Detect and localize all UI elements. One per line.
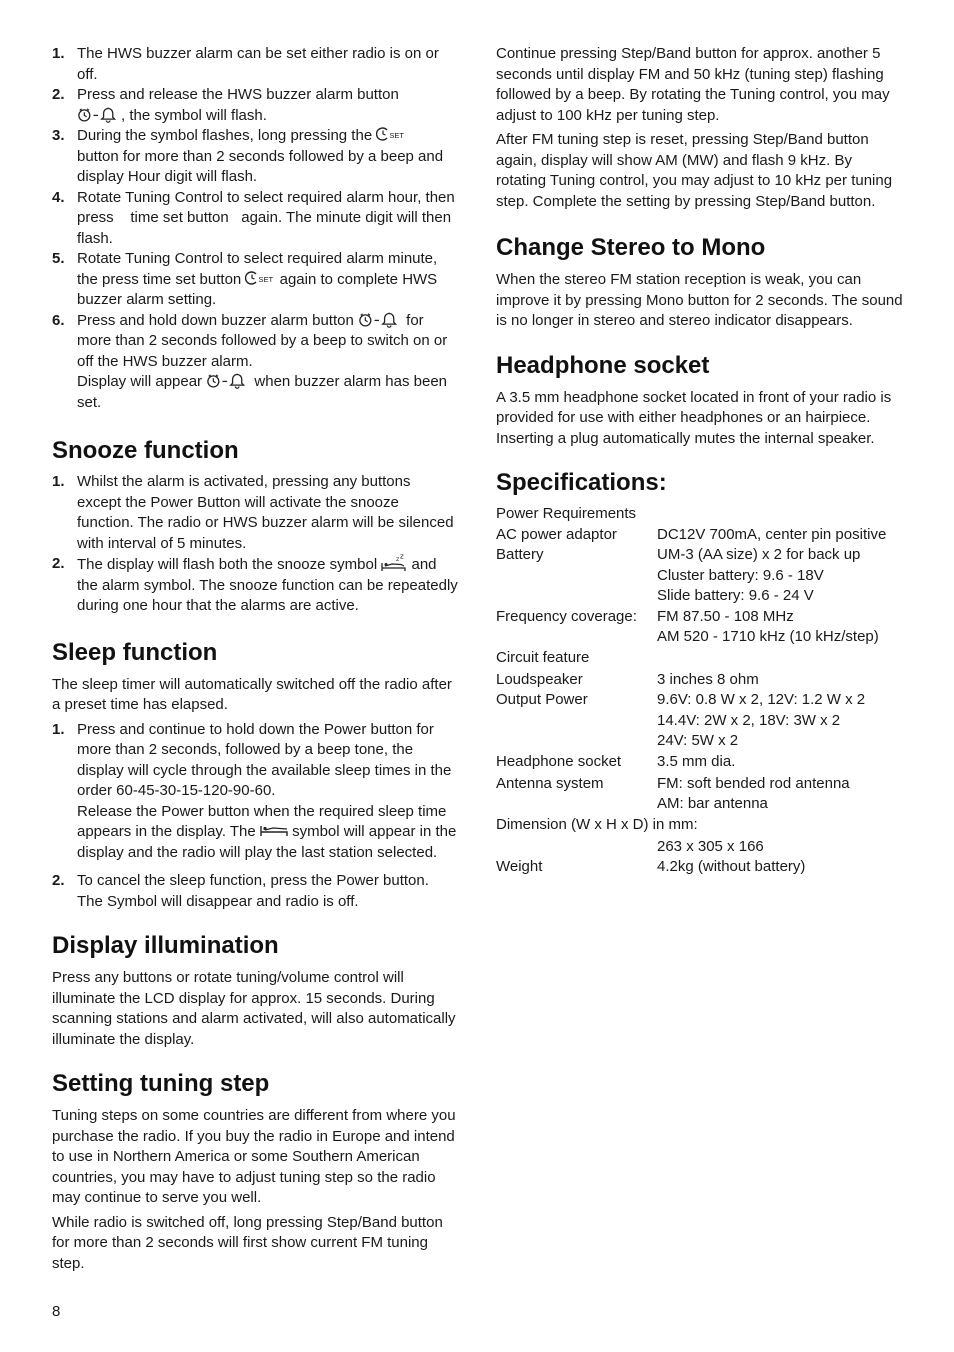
step-number: 1. — [52, 473, 65, 490]
spec-label: Antenna system — [496, 774, 604, 792]
set-label: SET — [258, 274, 274, 284]
step-text: Rotate Tuning Control to select required alarm hour, then press time set button again. The minute digit will then flash. — [77, 188, 455, 247]
spec-row — [496, 607, 906, 628]
section-heading-display: Display illumination — [52, 932, 279, 959]
tuning-paragraph: While radio is switched off, long pressing Step/Band button for more than 2 seconds will first show current FM tuning step. — [52, 1213, 443, 1272]
sleep-intro: The sleep timer will automatically switched off the radio after a preset time has elapsed. — [52, 675, 452, 713]
step-number: 4. — [52, 188, 65, 206]
spec-value: 3 inches 8 ohm — [657, 670, 759, 688]
spec-label: Headphone socket — [496, 752, 622, 770]
spec-label — [496, 711, 657, 732]
spec-row — [496, 586, 906, 607]
spec-label: Battery — [496, 546, 544, 563]
section-heading-headphone: Headphone socket — [496, 351, 710, 379]
spec-value: FM: soft bended rod antenna — [657, 774, 850, 792]
spec-label: Weight — [496, 858, 543, 875]
spec-row — [496, 566, 906, 587]
spec-label — [496, 837, 657, 858]
spec-row — [496, 731, 906, 752]
step-number: 2. — [52, 86, 65, 103]
spec-value: AM 520 - 1710 kHz (10 kHz/step) — [657, 628, 879, 645]
alarm-bell-icon — [358, 311, 402, 328]
list-item — [52, 188, 458, 250]
step-text: symbol will appear in the display and the radio will play the last station selected. — [77, 823, 457, 861]
spec-value — [657, 504, 906, 525]
sleep-bed-icon — [260, 823, 288, 837]
step-text: again to complete HWS buzzer alarm setting. — [77, 270, 438, 308]
section-heading-specs: Specifications: — [496, 469, 667, 496]
spec-value: 263 x 305 x 166 — [657, 837, 764, 855]
step-number: 6. — [52, 311, 65, 329]
spec-row — [496, 794, 906, 815]
mono-text: When the stereo FM station reception is weak, you can improve it by pressing Mono button for 2 seconds. The sound is no longer in stereo and stereo indicator disappears. — [496, 271, 903, 329]
list-item — [52, 472, 458, 554]
spec-label: AC power adaptor — [496, 525, 617, 543]
left-column — [52, 44, 458, 1274]
spec-label: Loudspeaker — [496, 670, 583, 688]
spec-row — [496, 690, 906, 711]
step-text: and the alarm symbol. The snooze function can be repeatedly during one hour that the alarms are active. — [77, 556, 458, 614]
step-number: 1. — [52, 45, 65, 62]
step-text: During the symbol flashes, long pressing the — [77, 127, 373, 144]
step-text: when buzzer alarm has been set. — [77, 373, 448, 411]
display-text: Press any buttons or rotate tuning/volume control will illuminate the LCD display for approx. 15 seconds. During scanning stations and alarm activated, will also automatically illuminate the display. — [52, 969, 456, 1048]
spec-value — [657, 648, 906, 670]
set-label: SET — [389, 131, 404, 140]
step-text: Press and continue to hold down the Power button for more than 2 seconds, followed by a beep tone, the display will cycle through the available sleep times in the order 60-45-30-15-120-90-60. — [77, 720, 452, 799]
spec-row — [496, 711, 906, 732]
step-text: Press and release the HWS buzzer alarm button — [77, 86, 399, 103]
step-text: Display will appear — [77, 373, 203, 390]
list-item — [52, 85, 458, 126]
snooze-icon — [381, 554, 407, 572]
section-heading-mono: Change Stereo to Mono — [496, 234, 766, 261]
list-item — [52, 554, 458, 617]
spec-label: Power Requirements — [496, 505, 637, 522]
tuning-continued-paragraph: Continue pressing Step/Band button for approx. another 5 seconds until display FM and 50 kHz (tuning step) flashing followed by a beep. By rotating the Tuning control, you may adjust to 100 kHz per tuning step. — [496, 45, 890, 124]
right-column — [496, 44, 904, 879]
step-text: The display will flash both the snooze symbol — [77, 556, 378, 573]
step-number: 2. — [52, 872, 65, 889]
spec-value: UM-3 (AA size) x 2 for back up — [657, 546, 861, 563]
spec-value: Slide battery: 9.6 - 24 V — [657, 587, 814, 604]
spec-value: 3.5 mm dia. — [657, 752, 736, 770]
time-set-icon — [245, 270, 275, 286]
spec-label — [496, 731, 657, 752]
list-item — [52, 311, 458, 414]
spec-value: 14.4V: 2W x 2, 18V: 3W x 2 — [657, 711, 841, 729]
spec-value: FM 87.50 - 108 MHz — [657, 607, 794, 625]
step-number: 2. — [52, 555, 65, 572]
spec-label: Dimension (W x H x D) in mm: — [496, 815, 698, 833]
section-heading-tuning: Setting tuning step — [52, 1070, 270, 1097]
sleep-steps — [52, 720, 458, 913]
spec-row — [496, 837, 906, 858]
spec-label — [496, 566, 657, 587]
list-item — [52, 126, 458, 188]
spec-label: Frequency coverage: — [496, 607, 637, 625]
spec-row — [496, 815, 906, 837]
spec-label — [496, 586, 657, 607]
time-set-icon — [376, 126, 406, 142]
headphone-text: A 3.5 mm headphone socket located in front of your radio is provided for use with either headphones or an hairpiece. Inserting a plug automatically mutes the internal speaker. — [496, 388, 892, 447]
section-heading-snooze: Snooze function — [52, 437, 239, 464]
spec-row — [496, 857, 906, 879]
step-text: for more than 2 seconds followed by a beep to switch on or off the HWS buzzer alarm. — [77, 311, 448, 370]
list-item — [52, 44, 458, 85]
spec-row — [496, 525, 906, 546]
alarm-steps — [52, 44, 458, 413]
alarm-bell-icon — [77, 106, 121, 123]
spec-row — [496, 670, 906, 691]
spec-label: Circuit feature — [496, 648, 590, 666]
spec-value: 4.2kg (without battery) — [657, 858, 806, 875]
section-heading-sleep: Sleep function — [52, 638, 218, 666]
step-text: To cancel the sleep function, press the Power button. The Symbol will disappear and radio is off. — [77, 872, 429, 910]
spec-value: AM: bar antenna — [657, 795, 768, 812]
spec-label: Output Power — [496, 691, 588, 708]
spec-value: 24V: 5W x 2 — [657, 732, 739, 749]
step-text: The HWS buzzer alarm can be set either radio is on or off. — [77, 45, 439, 83]
spec-row — [496, 774, 906, 795]
step-text: Release the Power button when the required sleep time appears in the display. The — [77, 802, 447, 840]
step-text: Whilst the alarm is activated, pressing any buttons except the Power Button will activate the snooze function. The radio or HWS buzzer alarm will be silenced with interval of 5 minutes. — [77, 473, 454, 552]
step-text: Rotate Tuning Control to select required alarm minute, the press time set button — [77, 250, 438, 288]
spec-value: Cluster battery: 9.6 - 18V — [657, 566, 824, 584]
spec-label — [496, 627, 657, 648]
page-number: 8 — [52, 1303, 61, 1320]
spec-row — [496, 504, 906, 525]
spec-label — [496, 794, 657, 815]
step-text: button for more than 2 seconds followed by a beep and display Hour digit will flash. — [77, 147, 444, 185]
spec-value: 9.6V: 0.8 W x 2, 12V: 1.2 W x 2 — [657, 691, 866, 708]
list-item — [52, 871, 458, 912]
step-text: Press and hold down buzzer alarm button — [77, 311, 354, 329]
tuning-continued-paragraph: After FM tuning step is reset, pressing Step/Band button again, display will show AM (MW) and flash 9 kHz. By rotating Tuning control, you may adjust to 10 kHz per tuning step. Complete the setting by pressing Step/Band button. — [496, 131, 893, 210]
snooze-steps — [52, 472, 458, 617]
spec-row — [496, 545, 906, 566]
list-item — [52, 249, 458, 311]
step-text: , the symbol will flash. — [121, 106, 267, 124]
spec-value: DC12V 700mA, center pin positive — [657, 525, 887, 543]
spec-row — [496, 627, 906, 648]
alarm-bell-icon — [206, 372, 250, 389]
spec-row — [496, 648, 906, 670]
specifications-table — [496, 504, 906, 879]
list-item — [52, 720, 458, 864]
step-number: 1. — [52, 720, 65, 738]
step-number: 5. — [52, 250, 65, 267]
spec-row — [496, 752, 906, 774]
tuning-paragraph: Tuning steps on some countries are different from where you purchase the radio. If you buy the radio in Europe and intend to use in Northern America or some Southern American countries, you may have to adjust tuning step so the radio may continue to serve you well. — [52, 1107, 456, 1206]
step-number: 3. — [52, 127, 65, 144]
